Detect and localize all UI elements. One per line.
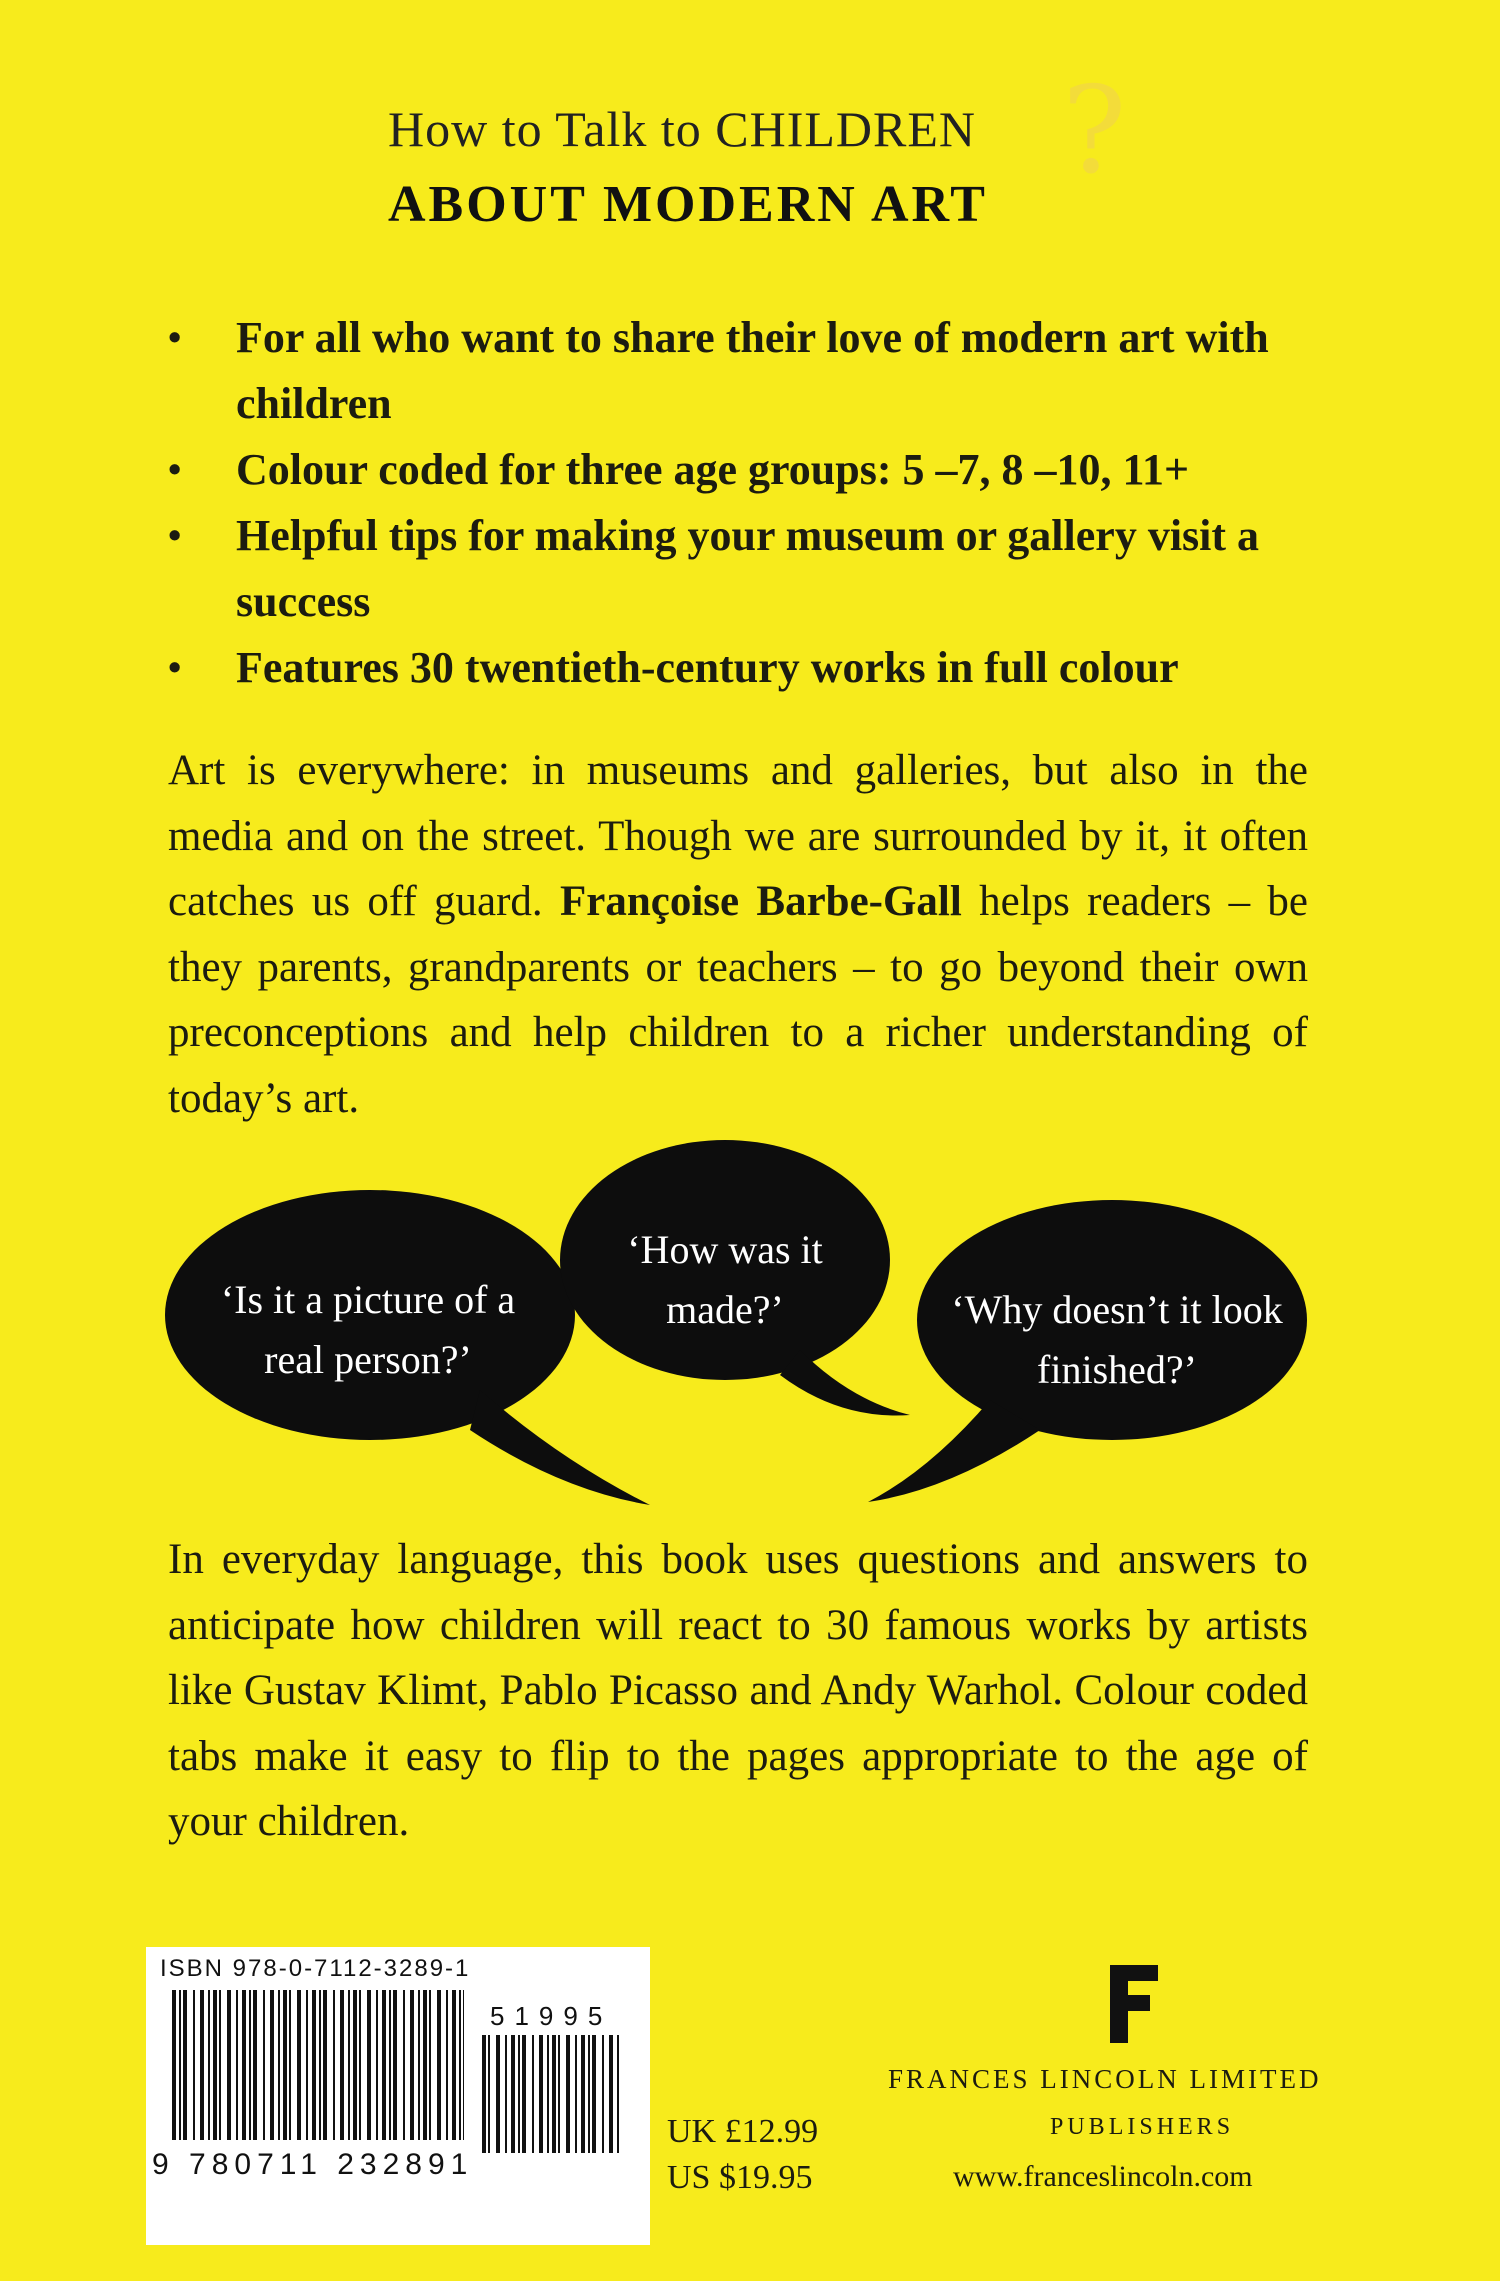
bullet-dot: •	[168, 515, 182, 557]
bullet-item	[168, 635, 1308, 701]
publisher-logo-icon	[1110, 1965, 1158, 2043]
title-line-2: ABOUT MODERN ART	[388, 176, 988, 233]
feature-bullet-list	[168, 305, 1308, 701]
uk-price: UK £12.99	[667, 2113, 819, 2150]
paragraph-text: helps readers – be they parents, grandparents or teachers – to go beyond their own preconceptions and help children to a richer understanding of today’s art.	[168, 878, 1308, 1122]
price-barcode-icon	[482, 2035, 632, 2155]
publisher-name: FRANCES LINCOLN LIMITED	[888, 2064, 1322, 2094]
bubble-text-2: ‘How was it made?’	[627, 1227, 823, 1332]
isbn-number: ISBN 978-0-7112-3289-1	[160, 1955, 471, 1982]
bullet-text: Colour coded for three age groups: 5 –7, 8 –10, 11+	[236, 445, 1190, 494]
bullet-text: Features 30 twentieth-century works in full colour	[236, 643, 1179, 692]
bullet-dot: •	[168, 647, 182, 689]
summary-paragraph: In everyday language, this book uses questions and answers to anticipate how children will react to 30 famous works by artists like Gustav Klimt, Pablo Picasso and Andy Warhol. Colour coded tabs make it easy to flip to the pages appropriate to the age of your children.	[168, 1536, 1308, 1845]
bullet-item	[168, 503, 1308, 635]
us-price: US $19.95	[667, 2159, 813, 2196]
price-code: 51995	[490, 2001, 613, 2031]
barcode-icon	[172, 1990, 472, 2140]
bullet-dot: •	[168, 317, 182, 359]
publisher-subtitle: PUBLISHERS	[1050, 2114, 1235, 2140]
title-line-1: How to Talk to CHILDREN	[388, 101, 976, 157]
publisher-url: www.franceslincoln.com	[953, 2160, 1253, 2193]
author-name: Françoise Barbe-Gall	[559, 878, 962, 925]
bullet-item	[168, 305, 1308, 437]
decorative-question-mark: ?	[1062, 62, 1127, 201]
bullet-dot: •	[168, 449, 182, 491]
bullet-text: Helpful tips for making your museum or gallery visit a success	[236, 511, 1260, 626]
bullet-item	[168, 437, 1308, 503]
bubble-text-1: ‘Is it a picture of a real person?’	[220, 1277, 516, 1382]
description-paragraph	[168, 738, 1308, 1131]
barcode-digits: 9 780711 232891	[152, 2148, 474, 2181]
paragraph-text: Art is everywhere: in museums and galleries, but also in the media and on the street. Though we are surrounded by it, it often catches us off guard.	[168, 747, 1308, 925]
bubble-text-3: ‘Why doesn’t it look finished?’	[951, 1287, 1283, 1392]
bullet-text: For all who want to share their love of modern art with children	[236, 313, 1269, 428]
